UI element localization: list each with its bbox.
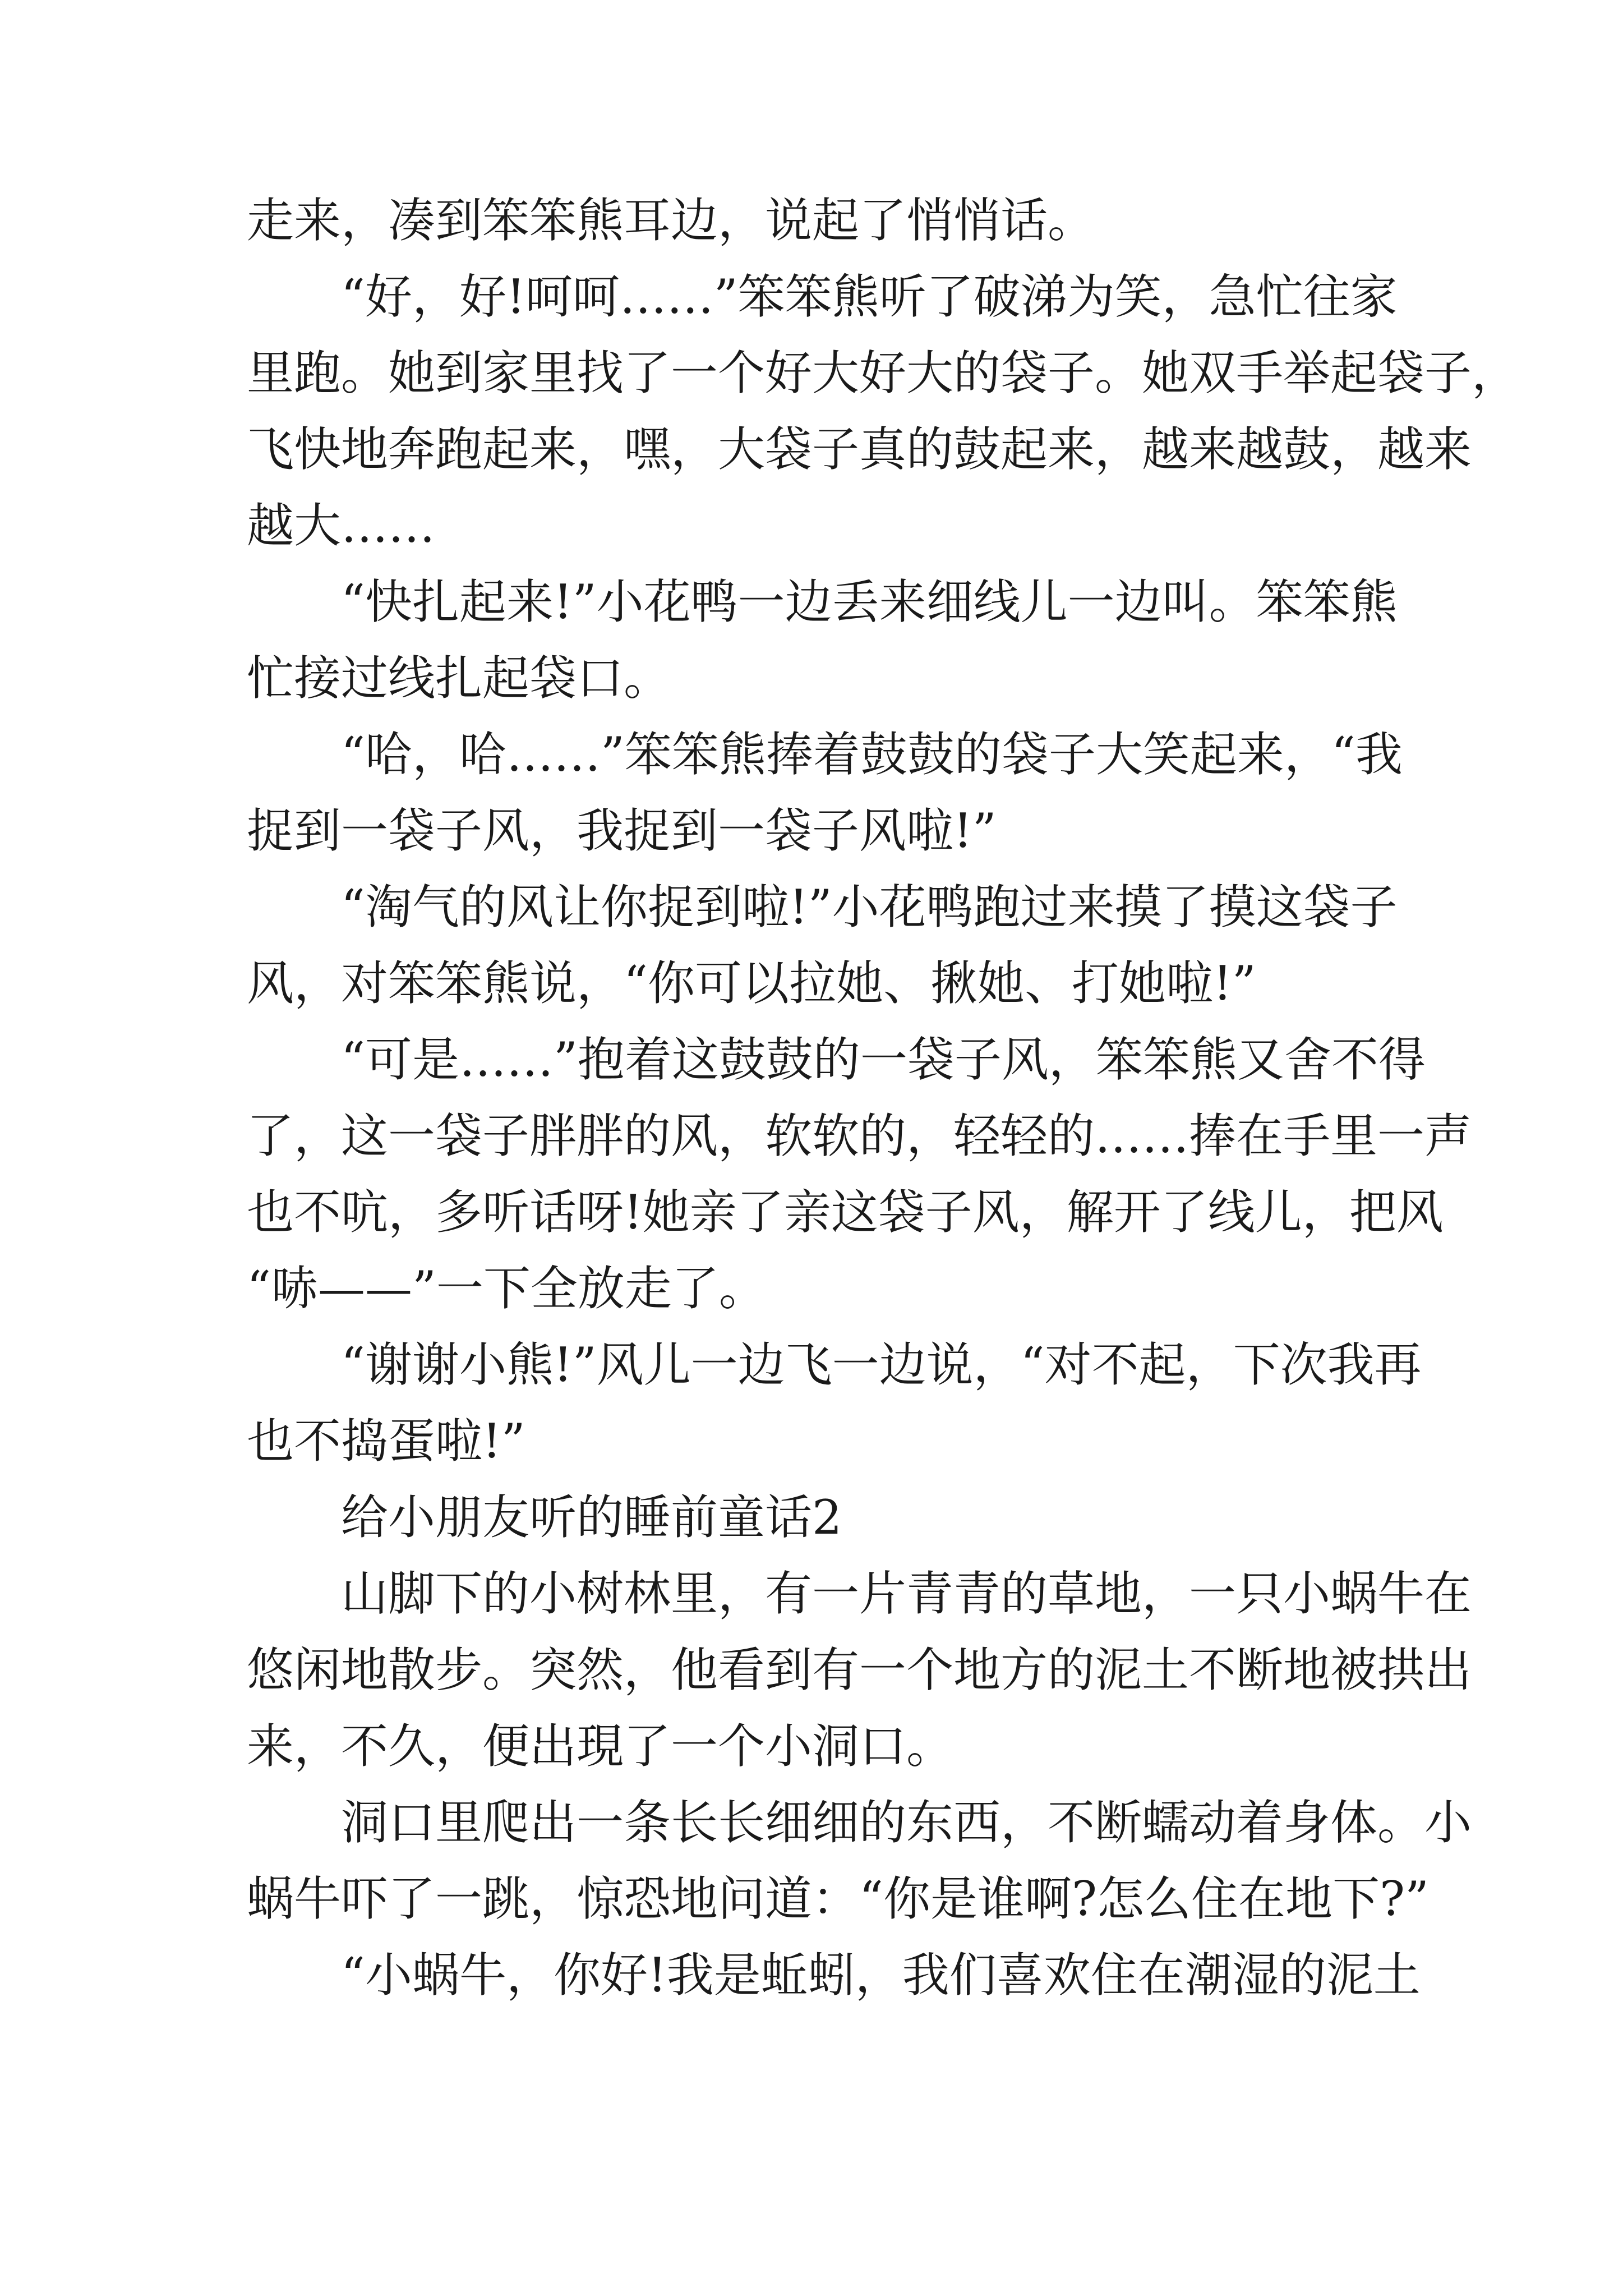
text-line: 风，对笨笨熊说，“你可以拉她、揪她、打她啦!” bbox=[247, 956, 1256, 1011]
text-line: 悠闲地散步。突然，他看到有一个地方的泥土不断地被拱出 bbox=[247, 1642, 1472, 1697]
text-line: “淘气的风让你捉到啦!”小花鸭跑过来摸了摸这袋子 bbox=[341, 880, 1398, 935]
text-line: 蜗牛吓了一跳，惊恐地问道：“你是谁啊?怎么住在地下?” bbox=[247, 1871, 1429, 1926]
text-line: 飞快地奔跑起来，嘿，大袋子真的鼓起来，越来越鼓，越来 bbox=[247, 422, 1472, 477]
text-line: 越大…… bbox=[247, 498, 436, 553]
text-line: 洞口里爬出一条长长细细的东西，不断蠕动着身体。小 bbox=[341, 1795, 1472, 1850]
text-line: “哈，哈……”笨笨熊捧着鼓鼓的袋子大笑起来，“我 bbox=[341, 727, 1403, 782]
text-line: 来，不久，便出現了一个小洞口。 bbox=[247, 1719, 954, 1774]
text-line: “哧——”一下全放走了。 bbox=[247, 1261, 766, 1316]
document-page bbox=[247, 182, 1519, 2013]
text-line: 走来，凑到笨笨熊耳边，说起了悄悄话。 bbox=[247, 193, 1095, 248]
text-line: “小蜗牛，你好!我是蚯蚓，我们喜欢住在潮湿的泥土 bbox=[341, 1948, 1421, 2003]
text-line: 也不捣蛋啦!” bbox=[247, 1414, 525, 1469]
text-line: “谢谢小熊!”风儿一边飞一边说，“对不起，下次我再 bbox=[341, 1337, 1422, 1392]
text-line: “可是……”抱着这鼓鼓的一袋子风，笨笨熊又舍不得 bbox=[341, 1032, 1426, 1087]
text-line: “好，好!呵呵……”笨笨熊听了破涕为笑，急忙往家 bbox=[341, 269, 1398, 324]
text-line: 了，这一袋子胖胖的风，软软的，轻轻的……捧在手里一声 bbox=[247, 1108, 1472, 1163]
text-line: 捉到一袋子风，我捉到一袋子风啦!” bbox=[247, 803, 997, 858]
text-line: 山脚下的小树林里，有一片青青的草地，一只小蜗牛在 bbox=[341, 1566, 1472, 1621]
text-line: “快扎起来!”小花鸭一边丢来细线儿一边叫。笨笨熊 bbox=[341, 574, 1398, 629]
story-heading: 给小朋友听的睡前童话2 bbox=[341, 1490, 842, 1545]
text-line: 也不吭，多听话呀!她亲了亲这袋子风，解开了线儿，把风 bbox=[247, 1185, 1444, 1240]
text-line: 里跑。她到家里找了一个好大好大的袋子。她双手举起袋子， bbox=[247, 346, 1519, 401]
text-line: 忙接过线扎起袋口。 bbox=[247, 651, 671, 706]
